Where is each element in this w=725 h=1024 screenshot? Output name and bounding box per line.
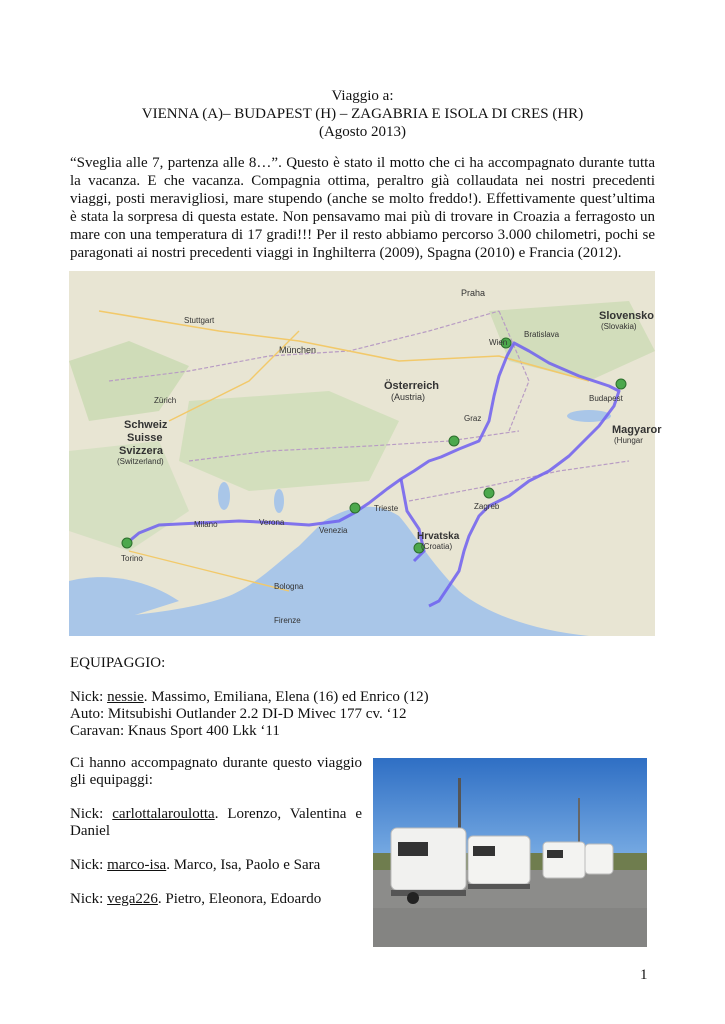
map-label-austria: (Austria)	[391, 392, 426, 402]
map-label-slovakia: (Slovakia)	[601, 322, 637, 331]
crew-details	[70, 689, 429, 740]
map-label-switzerland: (Switzerland)	[117, 457, 164, 466]
other-crew-item	[70, 891, 362, 908]
nick-label: Nick:	[70, 857, 108, 873]
nick-members: . Lorenzo, Valentina e Daniel	[70, 806, 363, 839]
map-label-stuttgart: Stuttgart	[184, 316, 215, 325]
map-label-verona: Verona	[259, 518, 285, 527]
title-block	[70, 87, 655, 141]
nick-label: Nick:	[70, 806, 113, 822]
photo-caravan	[585, 844, 613, 874]
map-lake	[218, 482, 230, 510]
route-map-graphic	[69, 271, 662, 636]
nick-label: Nick:	[70, 891, 108, 907]
crew-heading: EQUIPAGGIO:	[70, 655, 166, 671]
map-label-torino: Torino	[121, 554, 143, 563]
map-label-magyarorszag: Magyaror	[612, 424, 662, 436]
other-crews-intro: Ci hanno accompagnato durante questo viaggio gli equipaggi:	[70, 755, 362, 788]
map-label-hrvatska: Hrvatska	[417, 531, 460, 542]
photo-shadow	[373, 908, 647, 947]
photo-caravan	[391, 828, 466, 904]
map-label-slovensko: Slovensko	[599, 310, 655, 322]
nick-link[interactable]: marco-isa	[107, 857, 167, 873]
map-label-firenze: Firenze	[274, 616, 301, 625]
map-label-zagreb: Zagreb	[474, 502, 500, 511]
map-label-schweiz: Schweiz	[124, 419, 168, 431]
map-label-graz: Graz	[464, 414, 482, 423]
map-label-munchen: München	[279, 345, 317, 355]
caravans-photo-graphic	[373, 758, 647, 947]
crew-caravan: Caravan: Knaus Sport 400 Lkk ‘11	[70, 723, 280, 739]
map-label-praha: Praha	[461, 288, 486, 298]
other-crew-item	[70, 857, 362, 874]
photo-caravan	[468, 836, 530, 889]
nick-link[interactable]: carlottalaroulotta	[112, 806, 215, 822]
map-label-osterreich: Österreich	[384, 380, 440, 392]
route-map	[69, 271, 662, 636]
crew-nick-line	[70, 689, 429, 706]
page-number: 1	[640, 967, 648, 983]
map-label-milano: Milano	[194, 520, 218, 529]
map-label-bratislava: Bratislava	[524, 330, 560, 339]
route-marker	[449, 436, 459, 446]
map-label-bologna: Bologna	[274, 582, 304, 591]
nick-members: . Pietro, Eleonora, Edoardo	[157, 891, 322, 907]
route-marker	[350, 503, 360, 513]
title-line-3: (Agosto 2013)	[318, 124, 407, 140]
map-label-svizzera: Svizzera	[119, 445, 164, 457]
title-line-2: VIENNA (A)– BUDAPEST (H) – ZAGABRIA E ISOLA DI CRES (HR)	[141, 106, 584, 122]
map-label-venezia: Venezia	[319, 526, 348, 535]
nick-members: . Marco, Isa, Paolo e Sara	[166, 857, 321, 873]
map-label-budapest: Budapest	[589, 394, 623, 403]
map-label-suisse: Suisse	[127, 432, 163, 444]
nick-link[interactable]: nessie	[107, 689, 144, 705]
map-label-zurich: Zürich	[154, 396, 177, 405]
other-crew-item	[70, 806, 362, 840]
nick-label: Nick:	[70, 689, 108, 705]
caravans-photo	[373, 758, 647, 947]
route-marker	[616, 379, 626, 389]
crew-auto: Auto: Mitsubishi Outlander 2.2 DI-D Mivec 177 cv. ‘12	[70, 706, 407, 722]
map-label-wien: Wien	[489, 338, 508, 347]
nick-link[interactable]: vega226	[107, 891, 158, 907]
route-marker	[122, 538, 132, 548]
map-lake	[274, 489, 284, 513]
other-crews	[70, 755, 362, 925]
map-label-croatia: (Croatia)	[421, 542, 453, 551]
map-label-trieste: Trieste	[374, 504, 399, 513]
nick-members: . Massimo, Emiliana, Elena (16) ed Enrico (12)	[143, 689, 429, 705]
intro-paragraph: “Sveglia alle 7, partenza alle 8…”. Questo è stato il motto che ci ha accompagnato durante tutta la vacanza. E che vacanza. Compagnia ottima, peraltro già collaudata nei nostri precedenti viaggi, posti meravigliosi, mare stupendo (anche se molto freddo!). Effettivamente quest’ultima è stata la sorpresa di questa estate. Non pensavamo mai più di trovare in Croazia a ferragosto un mare con una temperatura di 17 gradi!!! Per il resto abbiamo percorso 3.000 chilometri, pochi se paragonati ai nostri precedenti viaggi in Inghilterra (2009), Spagna (2010) e Francia (2012).	[70, 155, 655, 261]
route-marker	[484, 488, 494, 498]
title-line-1: Viaggio a:	[331, 88, 394, 104]
map-label-hungary: (Hungar	[614, 436, 643, 445]
photo-caravan	[543, 842, 585, 878]
